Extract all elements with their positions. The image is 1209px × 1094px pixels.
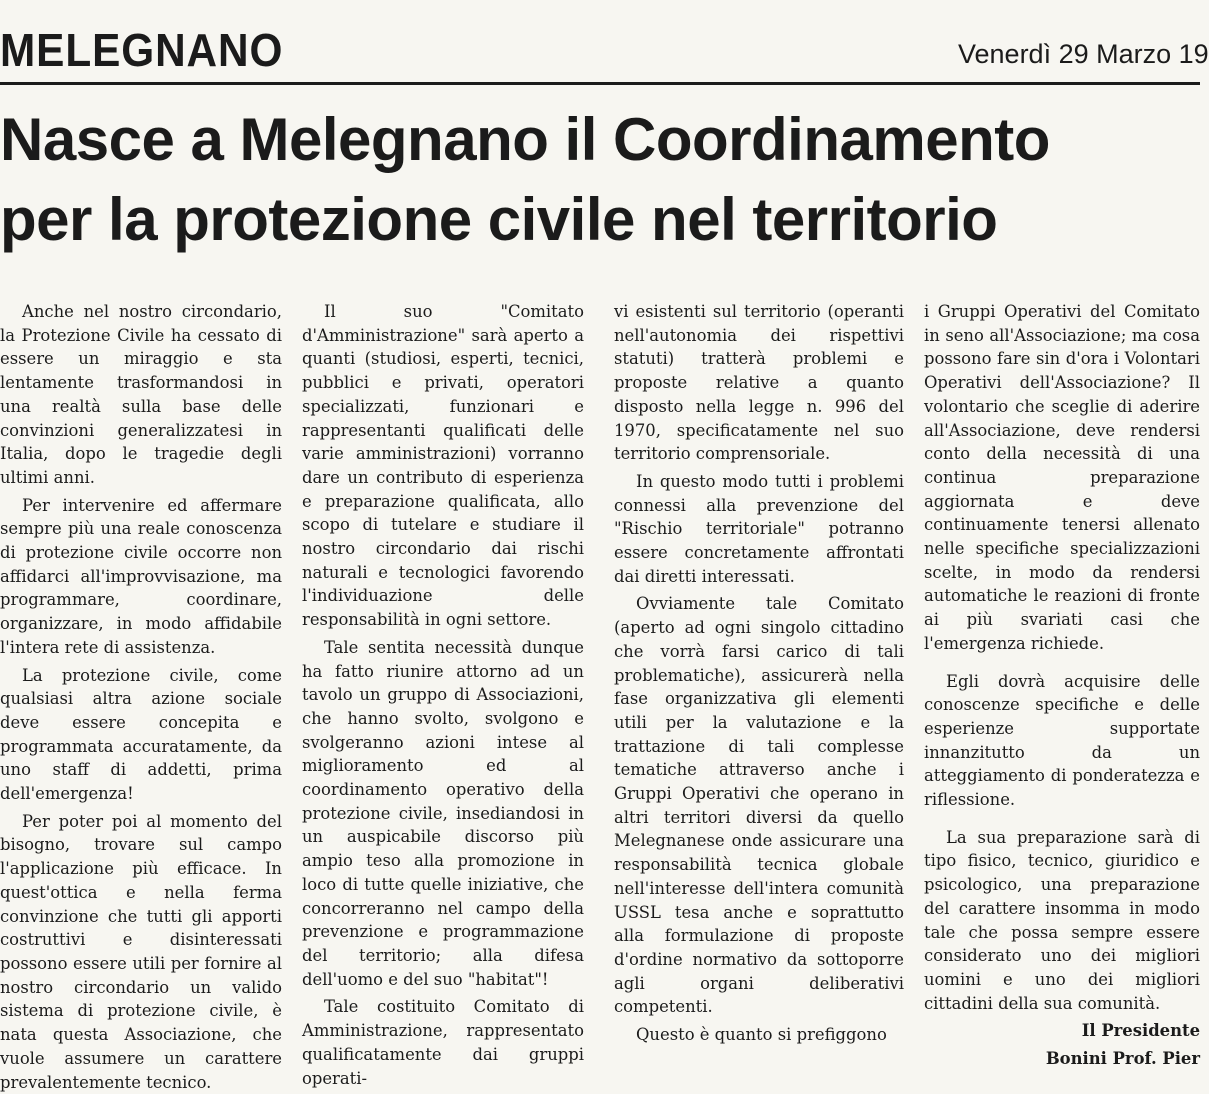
paragraph: Per poter poi al momento del bisogno, trovare sul campo l'applicazione più efficace. In quest'ottica e nella ferma convinzione che tutti gli apporti costruttivi e disinteressati possono essere utili per fornire al nostro circondario un valido sistema di protezione civile, è nata questa Associazione, che vuole assumere un carattere prevalentemente tecnico. [0,811,282,1092]
paragraph: In questo modo tutti i problemi connessi alla prevenzione del "Rischio territoriale" potranno essere concretamente affrontati dai diretti interessati. [614,471,904,586]
paragraph: Questo è quanto si prefiggono [636,1025,887,1045]
signature-title: Il Presidente [1081,1021,1200,1041]
headline-line-2: per la protezione civile nel territorio [0,186,998,253]
article-column-4 [924,300,1200,1069]
article-column-3 [614,300,904,1045]
section-name: MELEGNANO [0,24,284,76]
signature-name: Bonini Prof. Pier [1045,1049,1200,1069]
headline [0,100,1200,260]
paragraph: Ovviamente tale Comitato (aperto ad ogni singolo cittadino che vorrà farsi carico di tali problematiche), assicurerà nella fase organizzativa gli elementi utili per la valutazione e la trattazione di tali complesse tematiche attraverso anche i Gruppi Operativi che operano in altri territori diversi da quello Melegnanese onde assicurare una responsabilità tecnica globale nell'interesse dell'intera comunità USSL tesa anche e soprattutto alla formulazione di proposte d'ordine normativo da sottoporre agli organi deliberativi competenti. [614,594,904,1017]
article-column-1 [0,300,282,1092]
article-column-2 [302,300,584,1088]
paragraph: Egli dovrà acquisire delle conoscenze specifiche e delle esperienze supportate innanzitutto da un atteggiamento di ponderatezza e riflessione. [924,671,1200,810]
issue-date: Venerdì 29 Marzo 19 [958,39,1209,69]
headline-line-1: Nasce a Melegnano il Coordinamento [0,106,1050,173]
masthead [0,0,1209,85]
paragraph: i Gruppi Operativi del Comitato in seno all'Associazione; ma cosa possono fare sin d'ora i Volontari Operativi dell'Associazione? Il volontario che sceglie di aderire all'Associazione, deve rendersi conto della necessità di una continua preparazione aggiornata e deve continuamente tenersi allenato nelle specifiche specializzazioni scelte, in modo da rendersi automatiche le reazioni di fronte ai più svariati casi che l'emergenza richiede. [924,302,1200,653]
paragraph: Per intervenire ed affermare sempre più una reale conoscenza di protezione civile occorre non affidarci all'improvvisazione, ma programmare, coordinare, organizzare, in modo affidabile l'intera rete di assistenza. [0,495,282,657]
paragraph: Il suo "Comitato d'Amministrazione" sarà aperto a quanti (studiosi, esperti, tecnici, pubblici e privati, operatori specializzati, funzionari e rappresentanti qualificati delle varie amministrazioni) vorranno dare un contributo di esperienza e preparazione qualificata, allo scopo di tutelare e studiare il nostro circondario dai rischi naturali e tecnologici favorendo l'individuazione delle responsabilità in ogni settore. [302,302,584,630]
paragraph: Tale costituito Comitato di Amministrazione, rappresentato qualificatamente dai gruppi operati- [302,997,584,1088]
paragraph: La protezione civile, come qualsiasi altra azione sociale deve essere concepita e programmata accuratamente, da uno staff di addetti, prima dell'emergenza! [0,665,282,804]
paragraph: vi esistenti sul territorio (operanti nell'autonomia dei rispettivi statuti) tratterà problemi e proposte relative a quanto disposto nella legge n. 996 del 1970, specificatamente nel suo territorio comprensoriale. [614,302,904,464]
paragraph: La sua preparazione sarà di tipo fisico, tecnico, giuridico e psicologico, una preparazione del carattere insomma in modo tale che possa sempre essere considerato uno dei migliori uomini e uno dei migliori cittadini della sua comunità. [924,827,1200,1013]
paragraph: Anche nel nostro circondario, la Protezione Civile ha cessato di essere un miraggio e sta lentamente trasformandosi in una realtà sulla base delle convinzioni generalizzatesi in Italia, dopo le tragedie degli ultimi anni. [0,302,282,487]
paragraph: Tale sentita necessità dunque ha fatto riunire attorno ad un tavolo un gruppo di Associazioni, che hanno svolto, svolgono e svolgeranno azioni intese al miglioramento ed al coordinamento operativo della protezione civile, insediandosi in un auspicabile discorso più ampio teso alla promozione in loco di tutte quelle iniziative, che concorreranno nel campo della prevenzione e programmazione del territorio; alla difesa dell'uomo e del suo "habitat"! [302,637,584,989]
